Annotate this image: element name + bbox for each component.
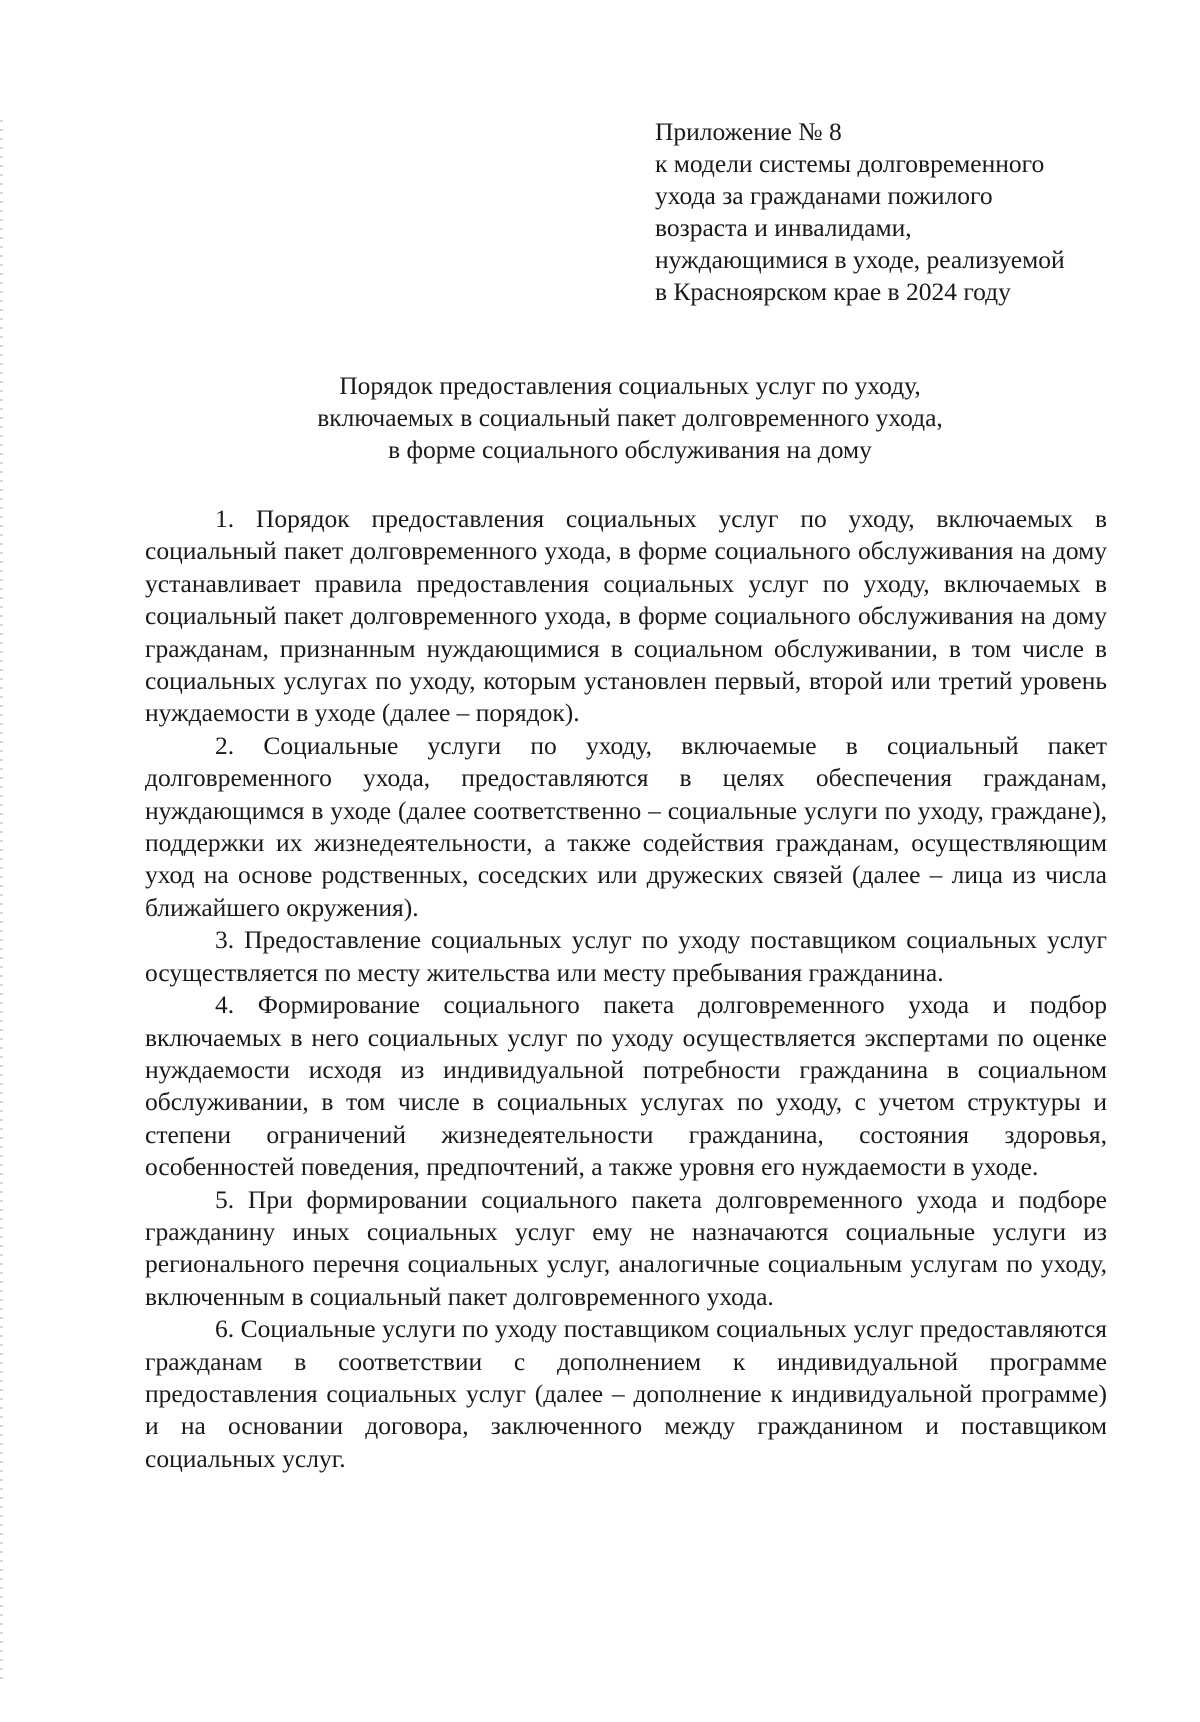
document-body [145, 503, 1107, 1475]
appendix-line: Приложение № 8 [655, 117, 842, 146]
paragraph-3: 3. Предоставление социальных услуг по уходу поставщиком социальных услуг осуществляется по месту жительства или месту пребывания гражданина. [145, 925, 1107, 987]
title-line: включаемых в социальный пакет долговременного ухода, [317, 403, 943, 432]
scan-edge-marks [0, 120, 3, 1680]
appendix-line: ухода за гражданами пожилого [655, 181, 993, 210]
appendix-line: нуждающимися в уходе, реализуемой [655, 245, 1065, 274]
appendix-line: в Красноярском крае в 2024 году [655, 277, 1011, 306]
title-line: в форме социального обслуживания на дому [388, 435, 872, 464]
paragraph-1: 1. Порядок предоставления социальных услуг по уходу, включаемых в социальный пакет долговременного ухода, в форме социального обслуживания на дому устанавливает правила предоставления социальных услуг по уходу, включаемых в социальный пакет долговременного ухода, в форме социального обслуживания на дому гражданам, признанным нуждающимися в социальном обслуживании, в том числе в социальных услугах по уходу, которым установлен первый, второй или третий уровень нуждаемости в уходе (далее – порядок). [145, 504, 1107, 728]
document-title [140, 370, 1120, 466]
paragraph-6: 6. Социальные услуги по уходу поставщиком социальных услуг предоставляются гражданам в соответствии с дополнением к индивидуальной программе предоставления социальных услуг (далее – дополнение к индивидуальной программе) и на основании договора, заключенного между гражданином и поставщиком социальных услуг. [145, 1314, 1107, 1473]
appendix-line: к модели системы долговременного [655, 149, 1045, 178]
appendix-line: возраста и инвалидами, [655, 213, 912, 242]
title-line: Порядок предоставления социальных услуг по уходу, [339, 371, 921, 400]
appendix-header [655, 116, 1125, 308]
paragraph-4: 4. Формирование социального пакета долговременного ухода и подбор включаемых в него социальных услуг по уходу осуществляется экспертами по оценке нуждаемости исходя из индивидуальной потребности гражданина в социальном обслуживании, в том числе в социальных услугах по уходу, с учетом структуры и степени ограничений жизнедеятельности гражданина, состояния здоровья, особенностей поведения, предпочтений, а также уровня его нуждаемости в уходе. [145, 990, 1107, 1182]
paragraph-5: 5. При формировании социального пакета долговременного ухода и подборе гражданину иных социальных услуг ему не назначаются социальные услуги из регионального перечня социальных услуг, аналогичные социальным услугам по уходу, включенным в социальный пакет долговременного ухода. [145, 1184, 1107, 1311]
paragraph-2: 2. Социальные услуги по уходу, включаемые в социальный пакет долговременного ухода, предоставляются в целях обеспечения гражданам, нуждающимся в уходе (далее соответственно – социальные услуги по уходу, граждане), поддержки их жизнедеятельности, а также содействия гражданам, осуществляющим уход на основе родственных, соседских или дружеских связей (далее – лица из числа ближайшего окружения). [145, 730, 1107, 922]
